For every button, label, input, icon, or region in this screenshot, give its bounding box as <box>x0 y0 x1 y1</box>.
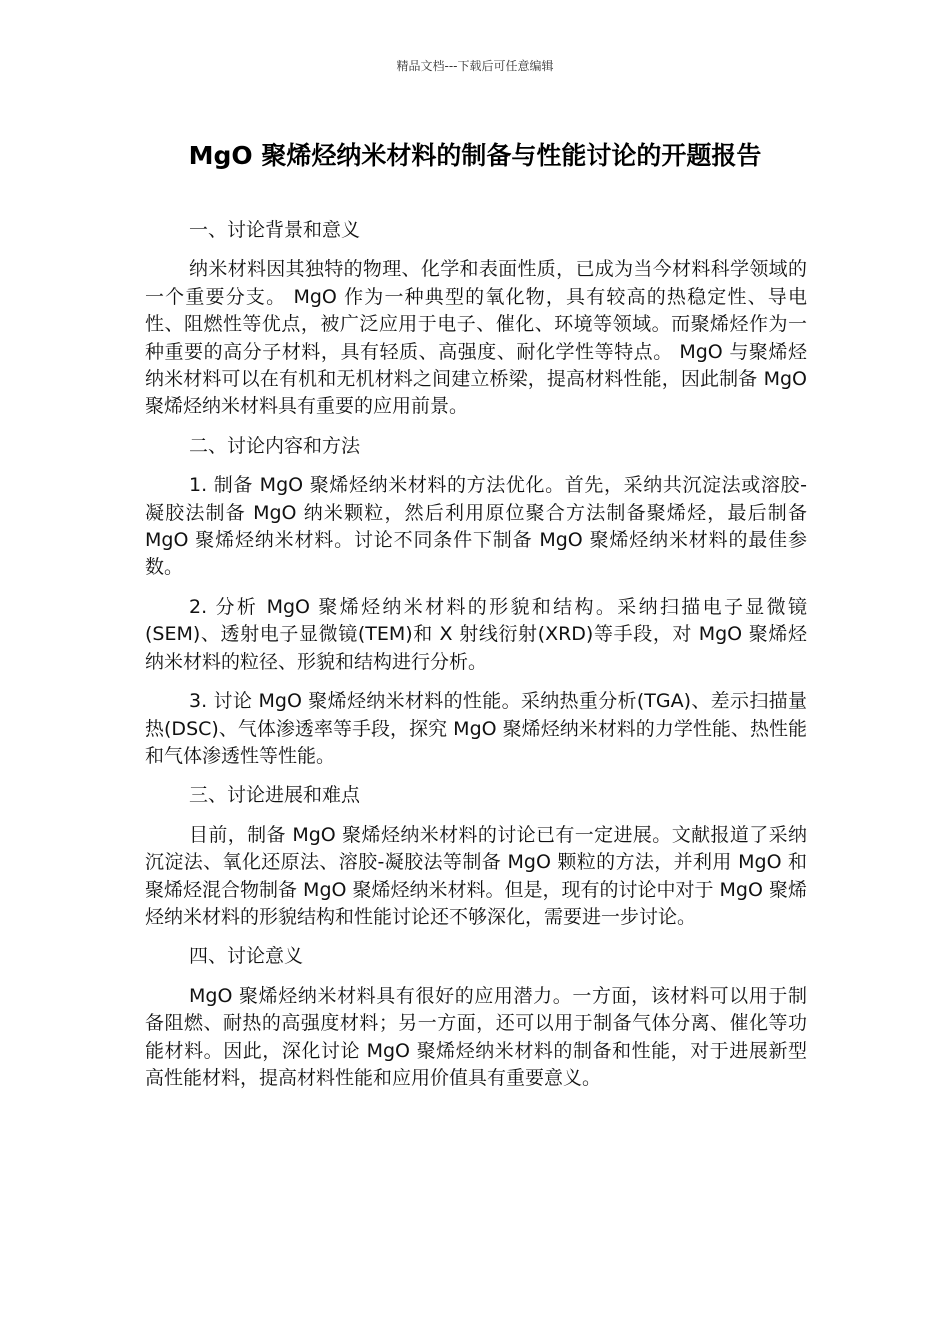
paragraph: 3. 讨论 MgO 聚烯烃纳米材料的性能。采纳热重分析(TGA)、差示扫描量热(DSC)、气体渗透率等手段，探究 MgO 聚烯烃纳米材料的力学性能、热性能和气体渗透性等性能。 <box>145 690 807 767</box>
section-heading: 四、讨论意义 <box>189 945 304 968</box>
section-heading: 一、讨论背景和意义 <box>189 219 361 241</box>
paragraph: 目前，制备 MgO 聚烯烃纳米材料的讨论已有一定进展。文献报道了采纳沉淀法、氧化还原法、溶胶-凝胶法等制备 MgO 颗粒的方法，并利用 MgO 和聚烯烃混合物制备 MgO 聚烯烃纳米材料。但是，现有的讨论中对于 MgO 聚烯烃纳米材料的形貌结构和性能讨论还不够深化，需要进一步讨论。 <box>145 823 807 928</box>
section-heading: 二、讨论内容和方法 <box>189 434 361 457</box>
section-background <box>145 217 807 421</box>
paragraph: 1. 制备 MgO 聚烯烃纳米材料的方法优化。首先，采纳共沉淀法或溶胶-凝胶法制备 MgO 纳米颗粒，然后利用原位聚合方法制备聚烯烃，最后制备 MgO 聚烯烃纳米材料。讨论不同条件下制备 MgO 聚烯烃纳米材料的最佳参数。 <box>145 474 807 579</box>
document-title: MgO 聚烯烃纳米材料的制备与性能讨论的开题报告 <box>188 141 762 170</box>
section-heading: 三、讨论进展和难点 <box>189 784 361 807</box>
paragraph: MgO 聚烯烃纳米材料具有很好的应用潜力。一方面，该材料可以用于制备阻燃、耐热的高强度材料；另一方面，还可以用于制备气体分离、催化等功能材料。因此，深化讨论 MgO 聚烯烃纳米材料的制备和性能，对于进展新型高性能材料，提高材料性能和应用价值具有重要意义。 <box>145 984 807 1089</box>
paragraph: 纳米材料因其独特的物理、化学和表面性质，已成为当今材料科学领域的一个重要分支。 MgO 作为一种典型的氧化物，具有较高的热稳定性、导电性、阻燃性等优点，被广泛应用于电子、催化、环境等领域。而聚烯烃作为一种重要的高分子材料，具有轻质、高强度、耐化学性等特点。 MgO 与聚烯烃纳米材料可以在有机和无机材料之间建立桥梁，提高材料性能，因此制备 MgO 聚烯烃纳米材料具有重要的应用前景。 <box>145 258 807 418</box>
section-significance <box>145 943 807 1092</box>
section-progress-difficulties <box>145 782 807 931</box>
document-body <box>145 217 807 1104</box>
header-note: 精品文档---下载后可任意编辑 <box>396 59 554 73</box>
section-content-methods <box>145 433 807 770</box>
paragraph: 2. 分析 MgO 聚烯烃纳米材料的形貌和结构。采纳扫描电子显微镜(SEM)、透射电子显微镜(TEM)和 X 射线衍射(XRD)等手段，对 MgO 聚烯烃纳米材料的粒径、形貌和结构进行分析。 <box>145 595 807 673</box>
